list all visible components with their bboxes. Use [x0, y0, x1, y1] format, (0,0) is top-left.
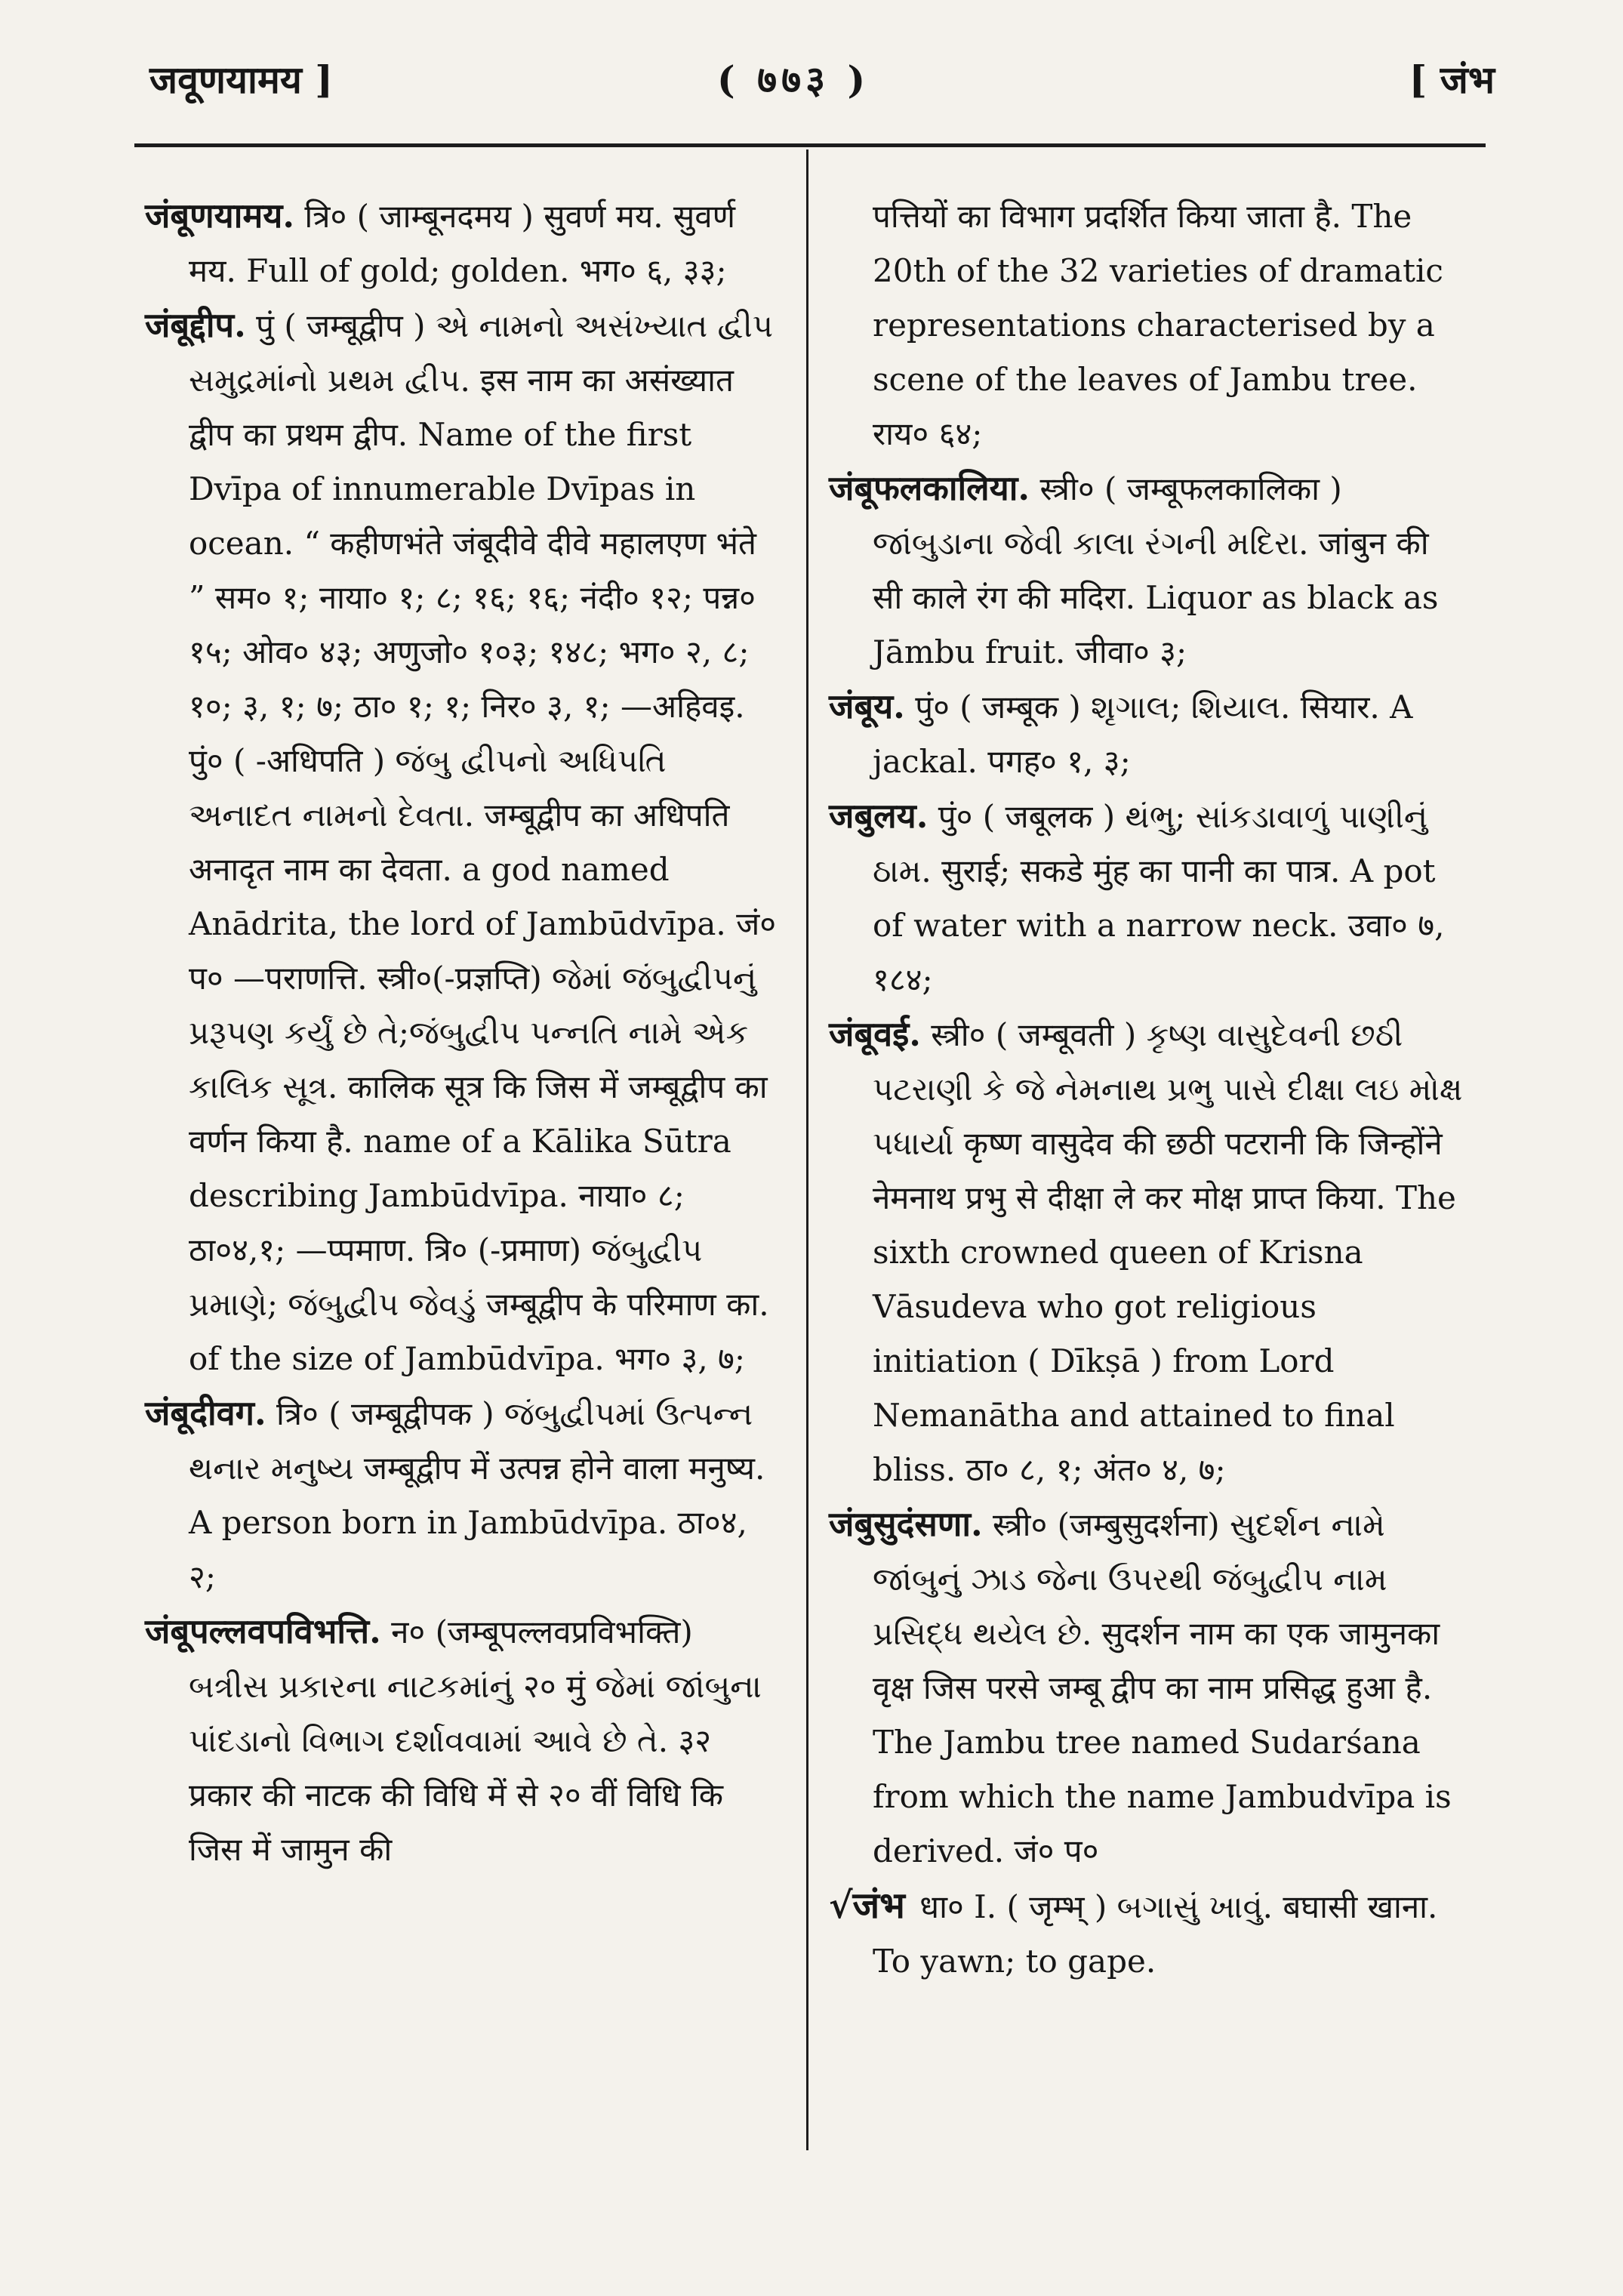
header-right-guideword: [ जंभ [1409, 57, 1495, 102]
page-number: ( ७७३ ) [717, 57, 870, 102]
entry-text: स्त्री० (जम्बुसुदर्शना) સુદર્શન નામે જાંબુનું ઝાડ જેના ઉપરથી જંબુદ્વીપ નામ પ્રસિદ્ધ થયેલ છે. सुदर्शन नाम का एक जामुनका वृक्ष जिस परसे जम्बू द्वीप का नाम प्रसिद्ध हुआ है. The Jambu tree named Sudarśana from which the name Jambudvīpa is derived. जं० प० [873, 1506, 1452, 1869]
dictionary-entry-continuation [829, 189, 1467, 461]
dictionary-entry [145, 189, 779, 298]
dictionary-entry [829, 680, 1467, 789]
left-column [145, 189, 779, 1877]
entry-text: पुं० ( जम्बूक ) શૃગાલ; શિયાલ. सियार. A jackal. पगह० १, ३; [873, 689, 1413, 780]
entry-headword: जबुलय. [829, 796, 929, 836]
entry-headword: जंबूद्दीप. [145, 305, 246, 345]
entry-headword: √जंभ [829, 1885, 905, 1927]
entry-text: धा० I. ( जृम्भ् ) બગાસું ખાવું. बघासी खाना. To yawn; to gape. [873, 1888, 1438, 1980]
entry-headword: जंबूवई. [829, 1014, 921, 1054]
entry-text: त्रि० ( जम्बूद्वीपक ) જંબુદ્વીપમાં ઉત્પન્ન થનાર મનુષ્ય जम्बूद्वीप में उत्पन्न होने वाला मनुष्य. A person born in Jambūdvīpa. ठा०४, २; [189, 1395, 765, 1595]
entry-headword: जंबूय. [829, 686, 905, 726]
entry-text: न० (जम्बूपल्लवप्रविभक्ति) બત્રીસ પ્રકારના નાટકમાંનું २० मुं જેમાં જાંબુના પાંદડાનો વિભાગ દર્શાવવામાં આવે છે તે. ३२ प्रकार की नाटक की विधि में से २० वीं विधि कि जिस में जामुन की [189, 1613, 762, 1868]
dictionary-entry [145, 1386, 779, 1604]
dictionary-entry [145, 298, 779, 1386]
entry-text: पुं० ( जबूलक ) થંભુ; સાંકડાવાળું પાણીનું ઠામ. सुराई; सकडे मुंह का पानी का पात्र. A pot of water with a narrow neck. उवा० ७, १८४; [873, 798, 1445, 998]
entry-headword: जंबुसुदंसणा. [829, 1504, 983, 1544]
entry-text: पत्तियों का विभाग प्रदर्शित किया जाता है. The 20th of the 32 varieties of dramatic representations characterised by a scene of the leaves of Jambu tree. राय० ६४; [873, 198, 1443, 452]
dictionary-entry [829, 1007, 1467, 1497]
column-divider [806, 149, 808, 2150]
entry-headword: जंबूपल्लवपविभत्ति. [145, 1611, 381, 1651]
dictionary-entry [829, 789, 1467, 1007]
entry-text: पुं ( जम्बूद्वीप ) એ નામનો અસંખ્યાત દ્વીપ સમુદ્રમાંનો પ્રથમ દ્વીપ. इस नाम का असंख्यात द्वीप का प्रथम द्वीप. Name of the first Dvīpa of innumerable Dvīpas in ocean. “ कहीणभंते जंबूदीवे दीवे महालएण भंते ” सम० १; नाया० १; ८; १६; १६; नंदी० १२; पन्न० १५; ओव० ४३; अणुजो० १०३; १४८; भग० २, ८; १०; ३, १; ७; ठा० १; १; निर० ३, १; —अहिवइ. पुं० ( -अधिपति ) જંબુ દ્વીપનો અધિપતિ અનાદત નામનો દેવતા. जम्बूद्वीप का अधिपति अनादृत नाम का देवता. a god named Anādrita, the lord of Jambūdvīpa. जं० प० —पराणत्ति. स्त्री०(-प्रज्ञप्ति) જેમાં જંબુદ્વીપનું પ્રરૂપણ કર્યું છે તે;જંબુદ્વીપ પન્નતિ નામે એક કાલિક સૂત્ર. कालिक सूत्र कि जिस में जम्बूद्वीप का वर्णन किया है. name of a Kālika Sūtra describing Jambūdvīpa. नाया० ८; ठा०४,१; —प्पमाण. त्रि० (-प्रमाण) જંબુદ્વીપ પ્રમાણે; જંબુદ્વીપ જેવડું जम्बूद्वीप के परिमाण का. of the size of Jambūdvīpa. भग० ३, ७; [189, 307, 777, 1377]
entry-headword: जंबूफलकालिया. [829, 468, 1030, 508]
entry-text: स्त्री० ( जम्बूवती ) કૃષ્ણ વાસુદેવની છઠી પટરાણી કે જે નેમનાથ પ્રભુ પાસે દીક્ષા લઇ મોક્ષ પધાર્યા कृष्ण वासुदेव की छठी पटरानी कि जिन्होंने नेमनाथ प्रभु से दीक्षा ले कर मोक्ष प्राप्त किया. The sixth crowned queen of Krisna Vāsudeva who got religious initiation ( Dīkṣā ) from Lord Nemanātha and attained to final bliss. ठा० ८, १; अंत० ४, ७; [873, 1016, 1463, 1488]
header-left-guideword: जवूणयामय ] [149, 57, 333, 102]
dictionary-entry [145, 1604, 779, 1877]
entry-text: त्रि० ( जाम्बूनदमय ) सुवर्ण मय. सुवर्ण मय. Full of gold; golden. भग० ६, ३३; [189, 198, 736, 289]
dictionary-entry [829, 1497, 1467, 1878]
header-rule [134, 143, 1486, 147]
right-column [829, 189, 1467, 1989]
entry-headword: जंबूदीवग. [145, 1393, 266, 1433]
entry-headword: जंबूणयामय. [145, 196, 295, 236]
entry-text: स्त्री० ( जम्बूफलकालिका ) જાંબુડાના જેવી કાલા રંગની મદિરા. जांबुन की सी काले रंग की मदिरा. Liquor as black as Jāmbu fruit. जीवा० ३; [873, 470, 1439, 670]
page-header [136, 47, 1495, 115]
dictionary-entry [829, 461, 1467, 680]
dictionary-entry [829, 1878, 1467, 1989]
